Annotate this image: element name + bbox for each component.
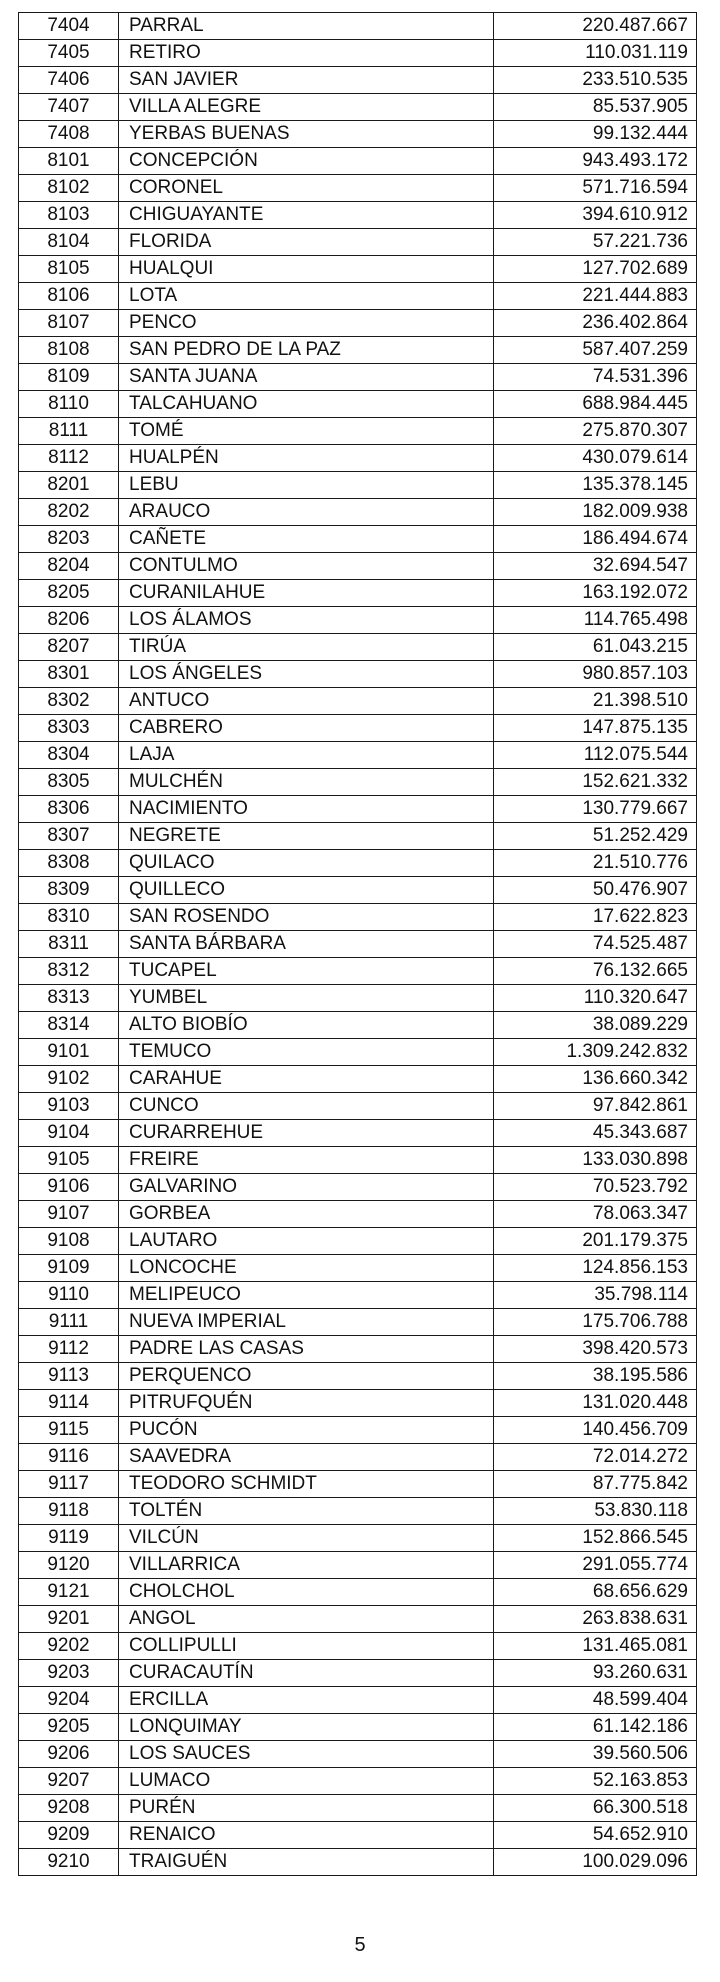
amount-cell: 1.309.242.832 (494, 1039, 697, 1066)
commune-name-cell: CAÑETE (119, 526, 494, 553)
commune-name-cell: LONQUIMAY (119, 1714, 494, 1741)
commune-name-cell: CUNCO (119, 1093, 494, 1120)
commune-name-cell: PITRUFQUÉN (119, 1390, 494, 1417)
commune-code-cell: 7407 (19, 94, 119, 121)
commune-code-cell: 9107 (19, 1201, 119, 1228)
commune-name-cell: QUILACO (119, 850, 494, 877)
commune-code-cell: 8101 (19, 148, 119, 175)
commune-name-cell: SANTA BÁRBARA (119, 931, 494, 958)
table-row (19, 742, 697, 769)
table-row (19, 1417, 697, 1444)
amount-cell: 943.493.172 (494, 148, 697, 175)
commune-name-cell: QUILLECO (119, 877, 494, 904)
commune-code-cell: 8107 (19, 310, 119, 337)
commune-name-cell: LAJA (119, 742, 494, 769)
table-row (19, 1363, 697, 1390)
commune-code-cell: 9111 (19, 1309, 119, 1336)
amount-cell: 54.652.910 (494, 1822, 697, 1849)
amount-cell: 135.378.145 (494, 472, 697, 499)
commune-code-cell: 9119 (19, 1525, 119, 1552)
table-row (19, 1336, 697, 1363)
commune-code-cell: 8201 (19, 472, 119, 499)
commune-name-cell: ANGOL (119, 1606, 494, 1633)
commune-code-cell: 9203 (19, 1660, 119, 1687)
commune-name-cell: CORONEL (119, 175, 494, 202)
commune-code-cell: 9207 (19, 1768, 119, 1795)
commune-name-cell: LOS SAUCES (119, 1741, 494, 1768)
commune-code-cell: 9103 (19, 1093, 119, 1120)
amount-cell: 430.079.614 (494, 445, 697, 472)
commune-name-cell: PERQUENCO (119, 1363, 494, 1390)
commune-code-cell: 8109 (19, 364, 119, 391)
table-row (19, 1147, 697, 1174)
commune-name-cell: CURARREHUE (119, 1120, 494, 1147)
commune-name-cell: TUCAPEL (119, 958, 494, 985)
table-row (19, 526, 697, 553)
commune-code-cell: 9101 (19, 1039, 119, 1066)
commune-code-cell: 7406 (19, 67, 119, 94)
table-row (19, 472, 697, 499)
commune-name-cell: PADRE LAS CASAS (119, 1336, 494, 1363)
commune-name-cell: CONTULMO (119, 553, 494, 580)
commune-code-cell: 7408 (19, 121, 119, 148)
commune-name-cell: RENAICO (119, 1822, 494, 1849)
amount-cell: 201.179.375 (494, 1228, 697, 1255)
amount-cell: 110.031.119 (494, 40, 697, 67)
commune-code-cell: 9110 (19, 1282, 119, 1309)
amount-cell: 52.163.853 (494, 1768, 697, 1795)
table-row (19, 661, 697, 688)
commune-code-cell: 9205 (19, 1714, 119, 1741)
table-row (19, 1471, 697, 1498)
commune-code-cell: 8203 (19, 526, 119, 553)
table-row (19, 958, 697, 985)
table-row (19, 634, 697, 661)
commune-name-cell: VILLA ALEGRE (119, 94, 494, 121)
commune-name-cell: GORBEA (119, 1201, 494, 1228)
page-number: 5 (354, 1934, 366, 1956)
table-row (19, 1822, 697, 1849)
amount-cell: 21.398.510 (494, 688, 697, 715)
commune-code-cell: 9109 (19, 1255, 119, 1282)
amount-cell: 571.716.594 (494, 175, 697, 202)
commune-code-cell: 8105 (19, 256, 119, 283)
amount-cell: 233.510.535 (494, 67, 697, 94)
commune-name-cell: PARRAL (119, 13, 494, 40)
amount-cell: 587.407.259 (494, 337, 697, 364)
commune-code-cell: 9105 (19, 1147, 119, 1174)
commune-name-cell: PUCÓN (119, 1417, 494, 1444)
amount-cell: 32.694.547 (494, 553, 697, 580)
table-row (19, 1714, 697, 1741)
table-row (19, 1093, 697, 1120)
commune-name-cell: SAN ROSENDO (119, 904, 494, 931)
commune-name-cell: SAN JAVIER (119, 67, 494, 94)
table-row (19, 256, 697, 283)
table-row (19, 688, 697, 715)
commune-name-cell: VILCÚN (119, 1525, 494, 1552)
commune-name-cell: PURÉN (119, 1795, 494, 1822)
amount-cell: 275.870.307 (494, 418, 697, 445)
commune-name-cell: MULCHÉN (119, 769, 494, 796)
amount-cell: 124.856.153 (494, 1255, 697, 1282)
table-row (19, 67, 697, 94)
amount-cell: 72.014.272 (494, 1444, 697, 1471)
commune-code-cell: 9104 (19, 1120, 119, 1147)
commune-code-cell: 8308 (19, 850, 119, 877)
commune-code-cell: 9201 (19, 1606, 119, 1633)
commune-name-cell: LOS ÁNGELES (119, 661, 494, 688)
table-row (19, 1390, 697, 1417)
table-row (19, 310, 697, 337)
commune-name-cell: CARAHUE (119, 1066, 494, 1093)
amount-cell: 152.866.545 (494, 1525, 697, 1552)
amount-cell: 48.599.404 (494, 1687, 697, 1714)
amount-cell: 85.537.905 (494, 94, 697, 121)
commune-name-cell: SAN PEDRO DE LA PAZ (119, 337, 494, 364)
table-row (19, 931, 697, 958)
amount-cell: 175.706.788 (494, 1309, 697, 1336)
commune-code-cell: 9113 (19, 1363, 119, 1390)
table-row (19, 40, 697, 67)
commune-name-cell: CONCEPCIÓN (119, 148, 494, 175)
commune-code-cell: 8302 (19, 688, 119, 715)
commune-code-cell: 8206 (19, 607, 119, 634)
amount-cell: 38.089.229 (494, 1012, 697, 1039)
amount-cell: 35.798.114 (494, 1282, 697, 1309)
commune-code-cell: 8303 (19, 715, 119, 742)
commune-code-cell: 9102 (19, 1066, 119, 1093)
table-row (19, 391, 697, 418)
commune-code-cell: 8106 (19, 283, 119, 310)
commune-code-cell: 8108 (19, 337, 119, 364)
table-row (19, 337, 697, 364)
commune-name-cell: TOMÉ (119, 418, 494, 445)
table-row (19, 1228, 697, 1255)
amount-cell: 100.029.096 (494, 1849, 697, 1876)
commune-code-cell: 7405 (19, 40, 119, 67)
table-row (19, 445, 697, 472)
amount-cell: 99.132.444 (494, 121, 697, 148)
amount-cell: 688.984.445 (494, 391, 697, 418)
commune-code-cell: 9206 (19, 1741, 119, 1768)
table-row (19, 1525, 697, 1552)
commune-name-cell: LONCOCHE (119, 1255, 494, 1282)
amount-cell: 74.531.396 (494, 364, 697, 391)
commune-name-cell: HUALPÉN (119, 445, 494, 472)
commune-code-cell: 9106 (19, 1174, 119, 1201)
amount-cell: 263.838.631 (494, 1606, 697, 1633)
amount-cell: 147.875.135 (494, 715, 697, 742)
amount-cell: 78.063.347 (494, 1201, 697, 1228)
commune-code-cell: 9116 (19, 1444, 119, 1471)
amount-cell: 61.043.215 (494, 634, 697, 661)
amount-cell: 50.476.907 (494, 877, 697, 904)
table-row (19, 202, 697, 229)
table-row (19, 1120, 697, 1147)
commune-name-cell: YERBAS BUENAS (119, 121, 494, 148)
amount-cell: 127.702.689 (494, 256, 697, 283)
amount-cell: 182.009.938 (494, 499, 697, 526)
commune-name-cell: CABRERO (119, 715, 494, 742)
commune-code-cell: 8202 (19, 499, 119, 526)
amount-cell: 70.523.792 (494, 1174, 697, 1201)
commune-amount-table (18, 12, 697, 1876)
table-row (19, 418, 697, 445)
commune-name-cell: SANTA JUANA (119, 364, 494, 391)
commune-code-cell: 8314 (19, 1012, 119, 1039)
table-row (19, 985, 697, 1012)
commune-name-cell: PENCO (119, 310, 494, 337)
commune-name-cell: CHIGUAYANTE (119, 202, 494, 229)
commune-name-cell: SAAVEDRA (119, 1444, 494, 1471)
table-row (19, 1768, 697, 1795)
commune-code-cell: 8205 (19, 580, 119, 607)
table-row (19, 121, 697, 148)
table-row (19, 1660, 697, 1687)
commune-name-cell: ERCILLA (119, 1687, 494, 1714)
amount-cell: 131.465.081 (494, 1633, 697, 1660)
amount-cell: 133.030.898 (494, 1147, 697, 1174)
table-row (19, 1255, 697, 1282)
amount-cell: 163.192.072 (494, 580, 697, 607)
amount-cell: 45.343.687 (494, 1120, 697, 1147)
commune-code-cell: 8112 (19, 445, 119, 472)
table-row (19, 1849, 697, 1876)
commune-code-cell: 8103 (19, 202, 119, 229)
commune-name-cell: YUMBEL (119, 985, 494, 1012)
commune-code-cell: 9108 (19, 1228, 119, 1255)
table-row (19, 796, 697, 823)
table-row (19, 94, 697, 121)
amount-cell: 39.560.506 (494, 1741, 697, 1768)
amount-cell: 76.132.665 (494, 958, 697, 985)
commune-code-cell: 8306 (19, 796, 119, 823)
table-row (19, 229, 697, 256)
amount-cell: 17.622.823 (494, 904, 697, 931)
commune-name-cell: NACIMIENTO (119, 796, 494, 823)
amount-cell: 74.525.487 (494, 931, 697, 958)
table-row (19, 715, 697, 742)
amount-cell: 110.320.647 (494, 985, 697, 1012)
commune-code-cell: 8312 (19, 958, 119, 985)
commune-name-cell: FREIRE (119, 1147, 494, 1174)
commune-code-cell: 7404 (19, 13, 119, 40)
commune-code-cell: 8310 (19, 904, 119, 931)
commune-code-cell: 8307 (19, 823, 119, 850)
amount-cell: 114.765.498 (494, 607, 697, 634)
commune-name-cell: LEBU (119, 472, 494, 499)
table-body (19, 13, 697, 1876)
commune-name-cell: NUEVA IMPERIAL (119, 1309, 494, 1336)
commune-name-cell: MELIPEUCO (119, 1282, 494, 1309)
commune-code-cell: 8311 (19, 931, 119, 958)
table-row (19, 850, 697, 877)
amount-cell: 221.444.883 (494, 283, 697, 310)
commune-code-cell: 9120 (19, 1552, 119, 1579)
commune-code-cell: 9114 (19, 1390, 119, 1417)
table-row (19, 1741, 697, 1768)
table-row (19, 904, 697, 931)
commune-code-cell: 9209 (19, 1822, 119, 1849)
table-row (19, 1444, 697, 1471)
commune-code-cell: 8204 (19, 553, 119, 580)
table-row (19, 1606, 697, 1633)
table-row (19, 580, 697, 607)
commune-code-cell: 8313 (19, 985, 119, 1012)
commune-name-cell: TOLTÉN (119, 1498, 494, 1525)
commune-code-cell: 9121 (19, 1579, 119, 1606)
table-row (19, 364, 697, 391)
commune-code-cell: 9208 (19, 1795, 119, 1822)
commune-code-cell: 9118 (19, 1498, 119, 1525)
commune-name-cell: HUALQUI (119, 256, 494, 283)
table-row (19, 1012, 697, 1039)
commune-name-cell: TEODORO SCHMIDT (119, 1471, 494, 1498)
commune-name-cell: CHOLCHOL (119, 1579, 494, 1606)
amount-cell: 38.195.586 (494, 1363, 697, 1390)
commune-name-cell: VILLARRICA (119, 1552, 494, 1579)
commune-code-cell: 8104 (19, 229, 119, 256)
commune-code-cell: 8309 (19, 877, 119, 904)
amount-cell: 53.830.118 (494, 1498, 697, 1525)
amount-cell: 152.621.332 (494, 769, 697, 796)
amount-cell: 291.055.774 (494, 1552, 697, 1579)
amount-cell: 57.221.736 (494, 229, 697, 256)
commune-name-cell: COLLIPULLI (119, 1633, 494, 1660)
table-row (19, 1579, 697, 1606)
commune-name-cell: TEMUCO (119, 1039, 494, 1066)
commune-name-cell: ANTUCO (119, 688, 494, 715)
amount-cell: 97.842.861 (494, 1093, 697, 1120)
commune-name-cell: TALCAHUANO (119, 391, 494, 418)
amount-cell: 130.779.667 (494, 796, 697, 823)
table-row (19, 769, 697, 796)
table-row (19, 283, 697, 310)
amount-cell: 186.494.674 (494, 526, 697, 553)
commune-name-cell: LOTA (119, 283, 494, 310)
commune-code-cell: 9112 (19, 1336, 119, 1363)
commune-code-cell: 8102 (19, 175, 119, 202)
table-row (19, 1687, 697, 1714)
commune-code-cell: 9204 (19, 1687, 119, 1714)
amount-cell: 51.252.429 (494, 823, 697, 850)
commune-name-cell: ARAUCO (119, 499, 494, 526)
table-row (19, 823, 697, 850)
commune-name-cell: CURACAUTÍN (119, 1660, 494, 1687)
table-row (19, 1552, 697, 1579)
table-row (19, 1282, 697, 1309)
table-row (19, 175, 697, 202)
amount-cell: 140.456.709 (494, 1417, 697, 1444)
amount-cell: 980.857.103 (494, 661, 697, 688)
amount-cell: 21.510.776 (494, 850, 697, 877)
amount-cell: 93.260.631 (494, 1660, 697, 1687)
table-row (19, 1174, 697, 1201)
table-row (19, 1498, 697, 1525)
amount-cell: 68.656.629 (494, 1579, 697, 1606)
table-row (19, 877, 697, 904)
commune-code-cell: 9115 (19, 1417, 119, 1444)
table-row (19, 607, 697, 634)
commune-name-cell: LUMACO (119, 1768, 494, 1795)
commune-name-cell: CURANILAHUE (119, 580, 494, 607)
table-row (19, 1066, 697, 1093)
commune-name-cell: LOS ÁLAMOS (119, 607, 494, 634)
amount-cell: 112.075.544 (494, 742, 697, 769)
amount-cell: 87.775.842 (494, 1471, 697, 1498)
amount-cell: 398.420.573 (494, 1336, 697, 1363)
amount-cell: 394.610.912 (494, 202, 697, 229)
commune-name-cell: TRAIGUÉN (119, 1849, 494, 1876)
table-row (19, 553, 697, 580)
commune-code-cell: 8110 (19, 391, 119, 418)
table-row (19, 148, 697, 175)
table-row (19, 499, 697, 526)
amount-cell: 61.142.186 (494, 1714, 697, 1741)
commune-name-cell: NEGRETE (119, 823, 494, 850)
commune-code-cell: 8207 (19, 634, 119, 661)
commune-code-cell: 9210 (19, 1849, 119, 1876)
amount-cell: 220.487.667 (494, 13, 697, 40)
commune-code-cell: 9202 (19, 1633, 119, 1660)
commune-code-cell: 8301 (19, 661, 119, 688)
table-row (19, 1039, 697, 1066)
table-row (19, 1633, 697, 1660)
amount-cell: 136.660.342 (494, 1066, 697, 1093)
amount-cell: 236.402.864 (494, 310, 697, 337)
table-row (19, 13, 697, 40)
table-row (19, 1201, 697, 1228)
commune-name-cell: TIRÚA (119, 634, 494, 661)
commune-code-cell: 8111 (19, 418, 119, 445)
commune-code-cell: 9117 (19, 1471, 119, 1498)
commune-name-cell: RETIRO (119, 40, 494, 67)
commune-name-cell: FLORIDA (119, 229, 494, 256)
commune-code-cell: 8305 (19, 769, 119, 796)
table-row (19, 1309, 697, 1336)
commune-name-cell: GALVARINO (119, 1174, 494, 1201)
table-row (19, 1795, 697, 1822)
commune-name-cell: ALTO BIOBÍO (119, 1012, 494, 1039)
amount-cell: 66.300.518 (494, 1795, 697, 1822)
commune-name-cell: LAUTARO (119, 1228, 494, 1255)
commune-code-cell: 8304 (19, 742, 119, 769)
amount-cell: 131.020.448 (494, 1390, 697, 1417)
